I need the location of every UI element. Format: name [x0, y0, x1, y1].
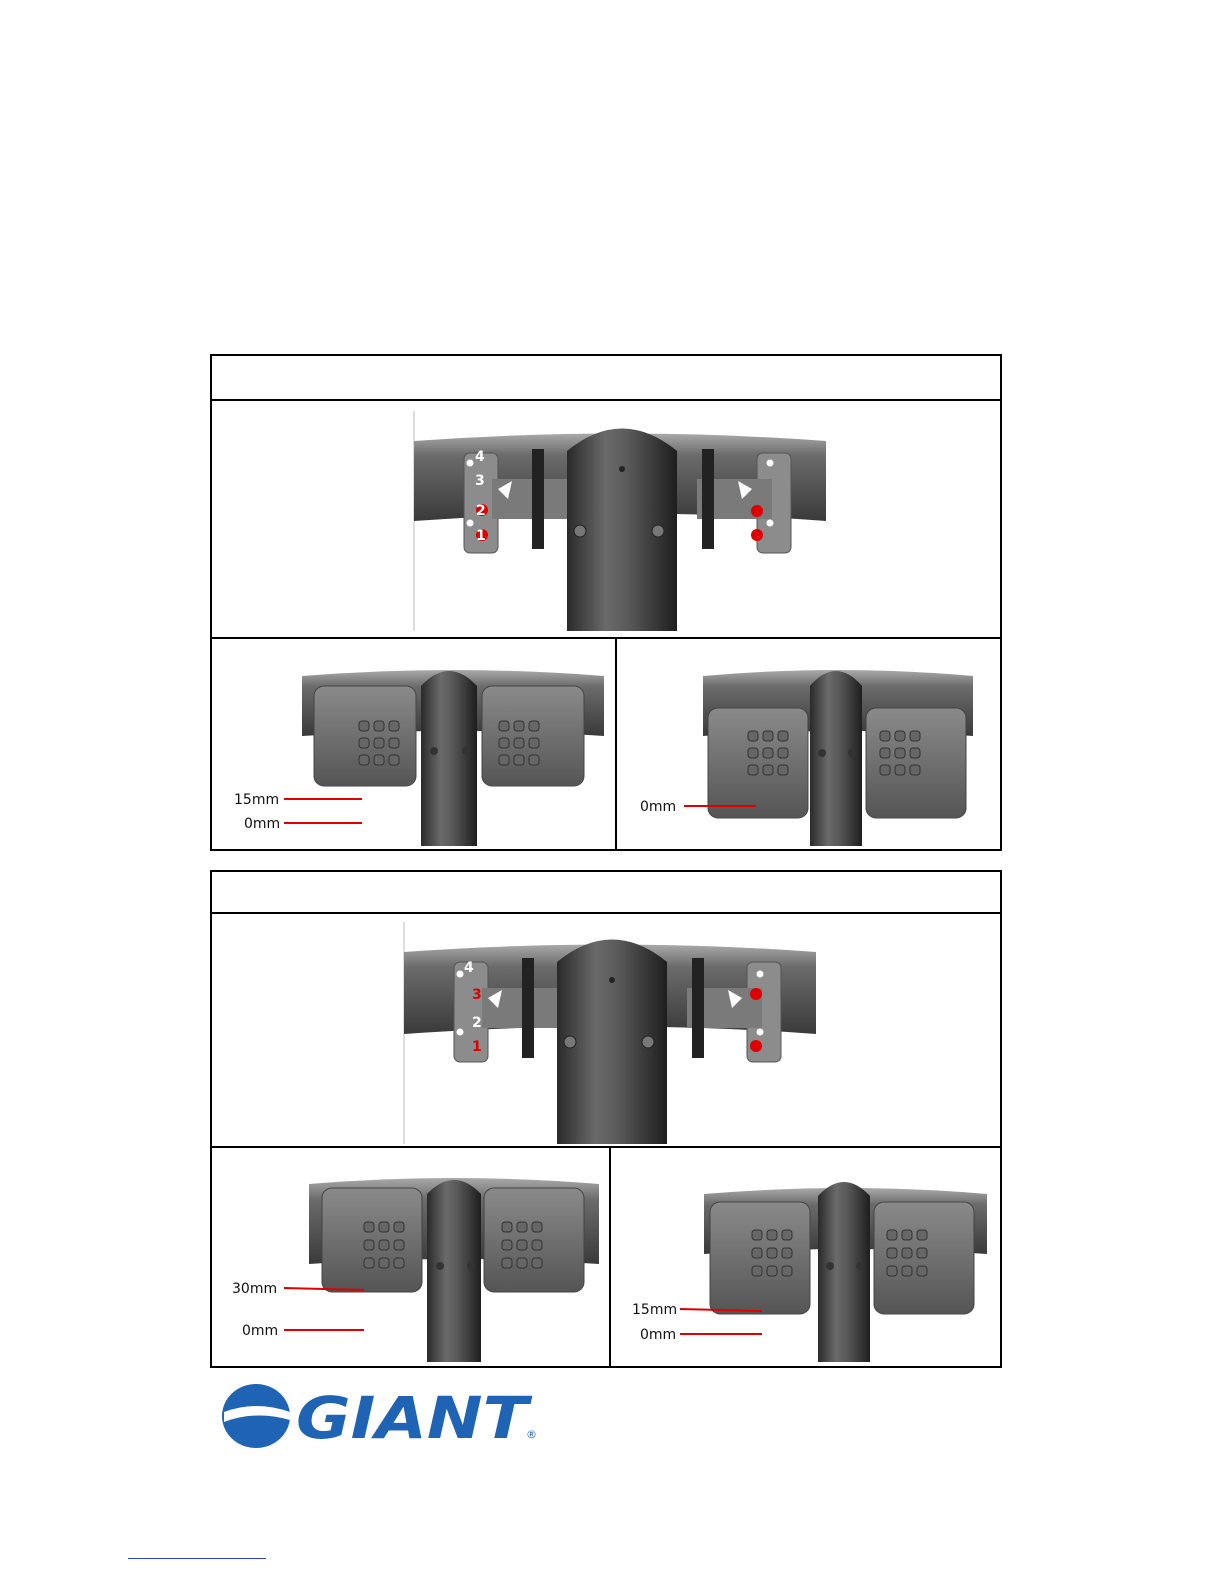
table-divider — [212, 637, 1000, 639]
pin-label-1: 1 — [472, 1039, 482, 1055]
basebar-pin-figure — [412, 411, 832, 631]
footer-link-underline — [128, 1558, 266, 1559]
armrest-position-figure-left — [214, 1154, 608, 1362]
table-divider — [212, 399, 1000, 401]
right-pin-highlight-lower — [750, 1040, 762, 1052]
pin-label-1: 1 — [476, 528, 486, 544]
adjustment-table-1 — [210, 354, 1002, 851]
armrest-position-figure-right — [612, 1154, 1002, 1362]
armpad-right — [482, 686, 584, 786]
pin-label-3: 3 — [475, 473, 485, 489]
adjustment-table-2 — [210, 870, 1002, 1368]
pin-label-4: 4 — [475, 449, 485, 465]
measure-label-15mm: 15mm — [632, 1302, 678, 1318]
pin-label-2: 2 — [476, 503, 486, 519]
measure-label-0mm: 0mm — [244, 816, 281, 832]
armrest-position-figure-right — [618, 646, 1002, 846]
giant-logo-text: GIANT — [296, 1384, 534, 1452]
giant-logo — [220, 1382, 540, 1452]
pin-label-3: 3 — [472, 987, 482, 1003]
pin-label-4: 4 — [464, 960, 474, 976]
table-divider — [212, 912, 1000, 914]
right-pin-highlight-upper — [750, 988, 762, 1000]
pin-label-2: 2 — [472, 1015, 482, 1031]
measure-label-30mm: 30mm — [232, 1281, 278, 1297]
table-divider — [212, 1146, 1000, 1148]
table-divider — [615, 637, 617, 849]
right-pin-highlight-lower — [751, 529, 763, 541]
measure-label-0mm: 0mm — [640, 799, 677, 815]
basebar-pin-figure — [402, 922, 822, 1144]
measure-label-15mm: 15mm — [234, 792, 280, 808]
armrest-position-figure-left — [214, 646, 614, 846]
right-pin-highlight-upper — [751, 505, 763, 517]
armpad-left — [314, 686, 416, 786]
measure-label-0mm: 0mm — [242, 1323, 279, 1339]
measure-label-0mm: 0mm — [640, 1327, 677, 1343]
stem — [421, 671, 477, 846]
table-divider — [609, 1146, 611, 1366]
registered-mark: ® — [526, 1428, 537, 1441]
